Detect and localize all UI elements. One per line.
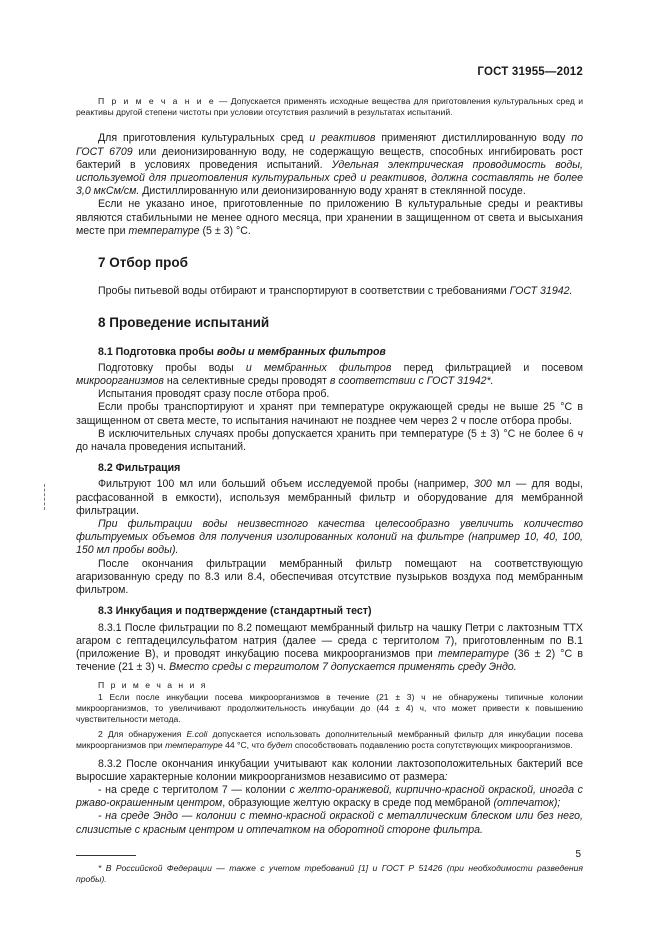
list-item-tergitol: - на среде с тергитолом 7 — колонии с желто-оранжевой, кирпично-красной окраской, иногда с ржаво-окрашенным центром, образующие желтую окраску в среде под мембраной (отпечаток); (76, 783, 583, 810)
subsection-8-2-paragraph-2: При фильтрации воды неизвестного качества целесообразно увеличить количество фильтруемых объемов для получения изолированных колоний на фильтре (например 10, 40, 100, 150 мл пробы воды). (76, 518, 583, 557)
subsection-8-1-paragraph-3: Если пробы транспортируют и хранят при температуре окружающей среды не выше 25 °С в защищенном от света месте, то испытания начинают не позднее чем через 2 ч после отбора пробы. (76, 401, 583, 427)
intro-note: П р и м е ч а н и е — Допускается применять исходные вещества для приготовления культуральных сред и реактивы другой степени чистоты при условии отсутствия различий в результатах испытаний. (76, 96, 584, 118)
section-7-paragraph: Пробы питьевой воды отбирают и транспортируют в соответствии с требованиями ГОСТ 31942. (98, 285, 573, 298)
footnote-divider (76, 855, 136, 856)
subsection-8-1-paragraph-4: В исключительных случаях пробы допускается хранить при температуре (5 ± 3) °С не более 6 ч до начала проведения испытаний. (76, 427, 583, 454)
paragraph-storage: Если не указано иное, приготовленные по приложению В культуральные среды и реактивы являются стабильными не менее одного месяца, при хранении в защищенном от света и высыхания месте при температуре (5 ± 3) °С. (76, 198, 583, 237)
clause-8-3-2: 8.3.2 После окончания инкубации учитывают как колонии лактозоположительных бактерий все выросшие характерные колонии микроорганизмов независимо от размера: (76, 757, 583, 783)
intro-note-label: П р и м е ч а н и е (98, 96, 216, 106)
subsection-8-2-heading: 8.2 Фильтрация (98, 462, 181, 475)
page-number: 5 (575, 849, 581, 860)
section-8-heading: 8 Проведение испытаний (98, 315, 270, 331)
subsection-8-2-paragraph-3: После окончания фильтрации мембранный фильтр помещают на соответствующую агаризованную среду по 8.3 или 8.4, обеспечивая отсутствие пузырьков воздуха под мембранным фильтром. (76, 557, 583, 597)
subsection-8-2-paragraph-1: Фильтруют 100 мл или больший объем исследуемой пробы (например, 300 мл — для воды, расфасованной в емкости), используя мембранный фильтр и оборудование для мембранной фильтрации. (76, 478, 583, 517)
list-item-endo: - на среде Эндо — колонии с темно-красной окраской с металлическим блеском или без него, слизистые с красным центром и отпечатком на оборотной стороне фильтра. (76, 810, 583, 836)
paragraph-water: Для приготовления культуральных сред и реактивов применяют дистиллированную воду по ГОСТ 6709 или деионизированную воду, не содержащую веществ, способных ингибировать рост бактерий в условиях проведения испытаний. Удельная электрическая проводимость воды, используемой для приготовления культуральных сред и реактивов, должна составлять не более 3,0 мкСм/см. Дистиллированную или деионизированную воду хранят в стеклянной посуде. (76, 132, 583, 198)
subsection-8-3-heading: 8.3 Инкубация и подтверждение (стандартный тест) (98, 605, 372, 618)
subsection-8-1-paragraph-2: Испытания проводят сразу после отбора проб. (98, 388, 330, 401)
subsection-8-1-paragraph-1: Подготовку пробы воды и мембранных фильтров перед фильтрацией и посевом микроорганизмов на селективные среды проводят в соответствии с ГОСТ 31942*. (76, 361, 583, 388)
clause-8-3-1: 8.3.1 После фильтрации по 8.2 помещают мембранный фильтр на чашку Петри с лактозным ТТХ агаром с гептадецилсульфатом натрия (далее — среда с тергитолом 7), приготовленным по В.1 (приложение В), и проводят инкубацию посева микроорганизмов при температуре (36 ± 2) °С в течение (21 ± 3) ч. Вместо среды с тергитолом 7 допускается применять среду Эндо. (76, 621, 583, 674)
footnote: * В Российской Федерации — также с учетом требований [1] и ГОСТ Р 51426 (при необходимости разведения пробы). (76, 862, 583, 884)
document-header-id: ГОСТ 31955—2012 (477, 66, 583, 78)
note-2: 2 Для обнаружения E.coli допускается использовать дополнительный мембранный фильтр для инкубации посева микроорганизмов при температуре 44 °С, что будет способствовать подавлению роста сопутствующих микроорганизмов. (76, 729, 583, 751)
section-7-heading: 7 Отбор проб (98, 255, 188, 271)
subsection-8-1-heading: 8.1 Подготовка пробы воды и мембранных фильтров (98, 345, 386, 358)
notes-label: П р и м е ч а н и я (98, 680, 208, 691)
note-1: 1 Если после инкубации посева микроорганизмов в течение (21 ± 3) ч не обнаружены типичные колонии микроорганизмов, то увеличивают продолжительность инкубации до (44 ± 4) ч, что может привести к повышению чувствительности метода. (76, 691, 583, 724)
margin-change-mark (44, 484, 46, 510)
page-content (76, 96, 583, 885)
